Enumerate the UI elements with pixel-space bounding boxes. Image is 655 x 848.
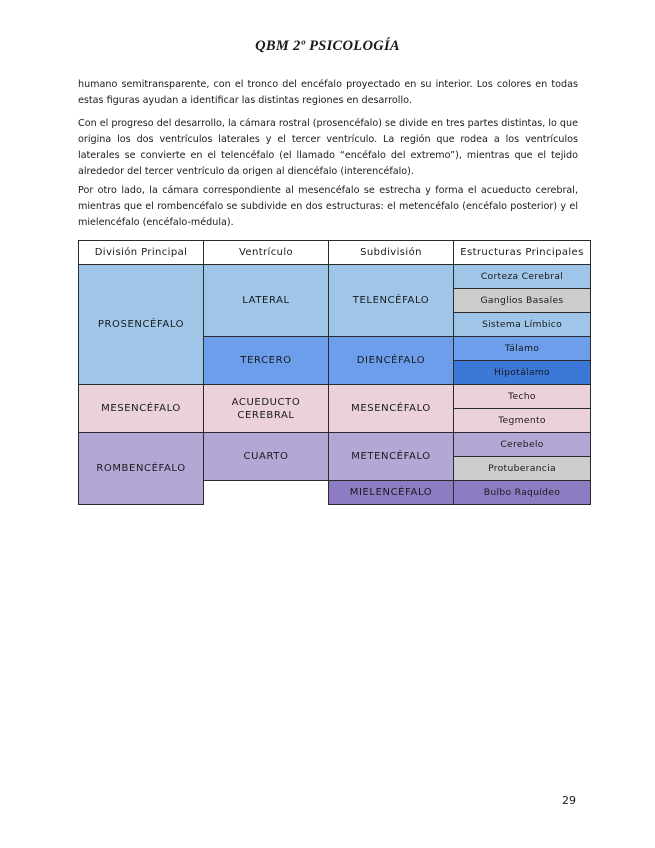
cell-rombencefalo: ROMBENCÉFALO [79, 433, 204, 505]
brain-divisions-table [78, 240, 591, 505]
cell-prosencefalo: PROSENCÉFALO [79, 265, 204, 385]
paragraph: Por otro lado, la cámara correspondiente al mesencéfalo se estrecha y forma el acueducto cerebral, mientras que el rombencéfalo se subdivide en dos estructuras: el metencéfalo (encéfalo posterior) y el mielencéfalo (encéfalo-médula). [78, 185, 578, 228]
table-row [79, 433, 591, 457]
cell-empty [204, 481, 329, 505]
cell-protuberancia: Protuberancia [454, 457, 591, 481]
paragraph: Con el progreso del desarrollo, la cámara rostral (prosencéfalo) se divide en tres partes distintas, lo que origina los dos ventrículos laterales y el tercer ventrículo. La región que rodea a los ventrículos laterales se convierte en el telencéfalo (el llamado “encéfalo del extremo”), mientras que el tejido alrededor del tercer ventrículo da origen al diencéfalo (interencéfalo). [78, 118, 578, 177]
cell-tegmento: Tegmento [454, 409, 591, 433]
page-number: 29 [562, 794, 576, 807]
cell-mesencefalo-main: MESENCÉFALO [79, 385, 204, 433]
cell-acueducto-cerebral: ACUEDUCTO CEREBRAL [204, 385, 329, 433]
cell-talamo: Tálamo [454, 337, 591, 361]
cell-ganglios-basales: Ganglios Basales [454, 289, 591, 313]
cell-cuarto: CUARTO [204, 433, 329, 481]
cell-cerebelo: Cerebelo [454, 433, 591, 457]
cell-hipotalamo: Hipotálamo [454, 361, 591, 385]
cell-mielencefalo: MIELENCÉFALO [329, 481, 454, 505]
header-subdivision: Subdivisión [329, 241, 454, 265]
page-title: QBM 2º PSICOLOGÍA [255, 38, 400, 54]
table-row [79, 265, 591, 289]
header-ventriculo: Ventrículo [204, 241, 329, 265]
cell-mesencefalo-sub: MESENCÉFALO [329, 385, 454, 433]
cell-lateral: LATERAL [204, 265, 329, 337]
header-division-principal: División Principal [79, 241, 204, 265]
cell-bulbo-raquideo: Bulbo Raquídeo [454, 481, 591, 505]
cell-metencefalo: METENCÉFALO [329, 433, 454, 481]
paragraph: humano semitransparente, con el tronco del encéfalo proyectado en su interior. Los colores en todas estas figuras ayudan a identificar las distintas regiones en desarrollo. [78, 79, 578, 106]
cell-corteza-cerebral: Corteza Cerebral [454, 265, 591, 289]
table-header-row [79, 241, 591, 265]
cell-tercero: TERCERO [204, 337, 329, 385]
table-row [79, 385, 591, 409]
header-estructuras-principales: Estructuras Principales [454, 241, 591, 265]
cell-sistema-limbico: Sistema Límbico [454, 313, 591, 337]
body-text [78, 77, 578, 238]
cell-telencefalo: TELENCÉFALO [329, 265, 454, 337]
cell-diencefalo: DIENCÉFALO [329, 337, 454, 385]
cell-techo: Techo [454, 385, 591, 409]
